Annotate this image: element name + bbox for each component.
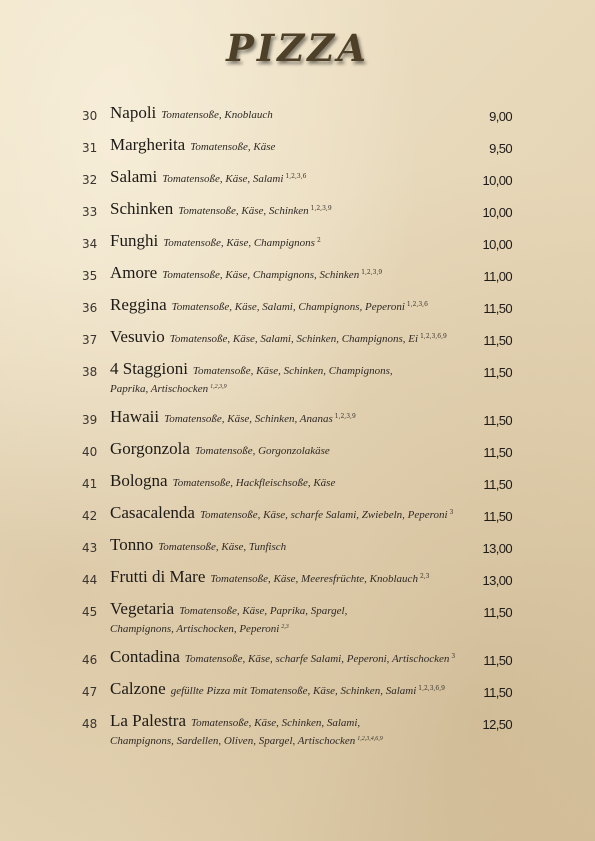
item-name: Margherita: [110, 135, 186, 154]
page-title: PIZZA: [226, 26, 369, 70]
item-price: 10,00: [482, 237, 512, 252]
item-price: 11,50: [483, 685, 512, 700]
item-name: Napoli: [110, 103, 157, 122]
item-name: Reggina: [110, 295, 167, 314]
item-name: Amore: [110, 263, 158, 282]
menu-item: [0, 712, 595, 760]
menu-item: [0, 536, 595, 568]
item-number: 36: [82, 301, 98, 315]
item-description: Tomatensoße, Käse, scharfe Salami, Peperoni, Artischocken: [184, 653, 450, 665]
item-description-line2: Champignons, Artischocken, Peperoni: [110, 623, 280, 635]
item-description: Tomatensoße, Käse, Champignons: [163, 237, 315, 249]
item-number: 35: [82, 269, 98, 283]
menu-item: [0, 360, 595, 408]
menu-item: [0, 440, 595, 472]
allergen-codes: 1,2,3,4,6,9: [357, 736, 383, 742]
item-number: 41: [82, 477, 98, 491]
item-description: Tomatensoße, Käse, Schinken, Salami,: [191, 717, 361, 729]
item-number: 43: [82, 541, 98, 555]
item-description: Tomatensoße, Käse, Meeresfrüchte, Knoblauch: [210, 573, 418, 585]
item-number: 34: [82, 237, 98, 251]
item-number: 31: [82, 141, 98, 155]
allergen-codes: 1,2,3,6,9: [420, 333, 447, 340]
item-number: 37: [82, 333, 98, 347]
item-price: 11,50: [483, 365, 512, 380]
menu-item: [0, 296, 595, 328]
menu-item: [0, 680, 595, 712]
menu-item: [0, 504, 595, 536]
menu-item: [0, 104, 595, 136]
item-name: Frutti di Mare: [110, 567, 206, 586]
menu-item: [0, 568, 595, 600]
item-price: 9,00: [489, 109, 512, 124]
menu-item: [0, 136, 595, 168]
allergen-codes: 2: [316, 237, 321, 244]
item-description: Tomatensoße, Käse, Salami, Schinken, Champignons, Ei: [169, 333, 419, 345]
item-description-line2: Champignons, Sardellen, Oliven, Spargel, Artischocken: [110, 735, 356, 747]
item-price: 13,00: [482, 573, 512, 588]
item-number: 33: [82, 205, 98, 219]
menu-item: [0, 472, 595, 504]
item-name: La Palestra: [110, 711, 186, 730]
item-description: Tomatensoße, Käse, Schinken: [178, 205, 309, 217]
item-number: 44: [82, 573, 98, 587]
menu-item: [0, 600, 595, 648]
item-description: Tomatensoße, Hackfleischsoße, Käse: [172, 477, 336, 489]
item-number: 30: [82, 109, 98, 123]
allergen-codes: 1,2,3,9: [310, 205, 332, 212]
item-number: 39: [82, 413, 98, 427]
item-description: Tomatensoße, Käse, Schinken, Champignons,: [192, 365, 393, 377]
item-name: Funghi: [110, 231, 159, 250]
item-name: Salami: [110, 167, 158, 186]
item-name: Bologna: [110, 471, 168, 490]
item-name: Calzone: [110, 679, 166, 698]
item-number: 40: [82, 445, 98, 459]
item-description: Tomatensoße, Käse, Schinken, Ananas: [164, 413, 333, 425]
allergen-codes: 1,2,3,9: [210, 384, 227, 390]
item-number: 32: [82, 173, 98, 187]
item-price: 11,50: [483, 509, 512, 524]
menu-item: [0, 328, 595, 360]
menu-item: [0, 264, 595, 296]
item-description: Tomatensoße, Käse, Salami, Champignons, Peperoni: [171, 301, 405, 313]
item-price: 12,50: [482, 717, 512, 732]
item-number: 48: [82, 717, 98, 731]
item-price: 10,00: [482, 205, 512, 220]
item-number: 45: [82, 605, 98, 619]
item-description: gefüllte Pizza mit Tomatensoße, Käse, Schinken, Salami: [170, 685, 417, 697]
allergen-codes: 2,3: [281, 624, 289, 630]
menu-item: [0, 232, 595, 264]
item-name: Hawaii: [110, 407, 160, 426]
item-price: 13,00: [482, 541, 512, 556]
item-name: Casacalenda: [110, 503, 195, 522]
item-name: Gorgonzola: [110, 439, 190, 458]
item-description: Tomatensoße, Käse, Champignons, Schinken: [162, 269, 360, 281]
item-price: 11,50: [483, 477, 512, 492]
menu-item: [0, 200, 595, 232]
menu-item: [0, 168, 595, 200]
menu-item: [0, 408, 595, 440]
item-name: Vesuvio: [110, 327, 165, 346]
item-description: Tomatensoße, Käse, scharfe Salami, Zwiebeln, Peperoni: [199, 509, 448, 521]
allergen-codes: 1,2,3,9: [334, 413, 356, 420]
item-description: Tomatensoße, Käse: [190, 141, 276, 153]
allergen-codes: 1,2,3,6: [406, 301, 428, 308]
item-price: 9,50: [489, 141, 512, 156]
allergen-codes: 1,2,3,6,9: [418, 685, 445, 692]
allergen-codes: 2,3: [419, 573, 430, 580]
item-number: 38: [82, 365, 98, 379]
item-number: 47: [82, 685, 98, 699]
item-price: 10,00: [482, 173, 512, 188]
item-description: Tomatensoße, Gorgonzolakäse: [194, 445, 330, 457]
allergen-codes: 1,2,3,6: [285, 173, 307, 180]
item-price: 11,50: [483, 445, 512, 460]
item-name: Vegetaria: [110, 599, 175, 618]
item-name: 4 Staggioni: [110, 359, 188, 378]
item-description: Tomatensoße, Käse, Tunfisch: [158, 541, 287, 553]
allergen-codes: 3: [449, 509, 454, 516]
item-price: 11,50: [483, 413, 512, 428]
item-number: 42: [82, 509, 98, 523]
item-description: Tomatensoße, Käse, Paprika, Spargel,: [179, 605, 348, 617]
item-name: Schinken: [110, 199, 174, 218]
item-number: 46: [82, 653, 98, 667]
menu-item: [0, 648, 595, 680]
item-price: 11,50: [483, 605, 512, 620]
allergen-codes: 3: [451, 653, 456, 660]
item-price: 11,50: [483, 333, 512, 348]
allergen-codes: 1,2,3,9: [361, 269, 383, 276]
menu-list: [0, 104, 595, 760]
item-description: Tomatensoße, Knoblauch: [161, 109, 273, 121]
item-name: Contadina: [110, 647, 180, 666]
item-price: 11,50: [483, 301, 512, 316]
item-description-line2: Paprika, Artischocken: [110, 383, 209, 395]
item-name: Tonno: [110, 535, 154, 554]
item-description: Tomatensoße, Käse, Salami: [162, 173, 284, 185]
item-price: 11,50: [483, 653, 512, 668]
item-price: 11,00: [483, 269, 512, 284]
